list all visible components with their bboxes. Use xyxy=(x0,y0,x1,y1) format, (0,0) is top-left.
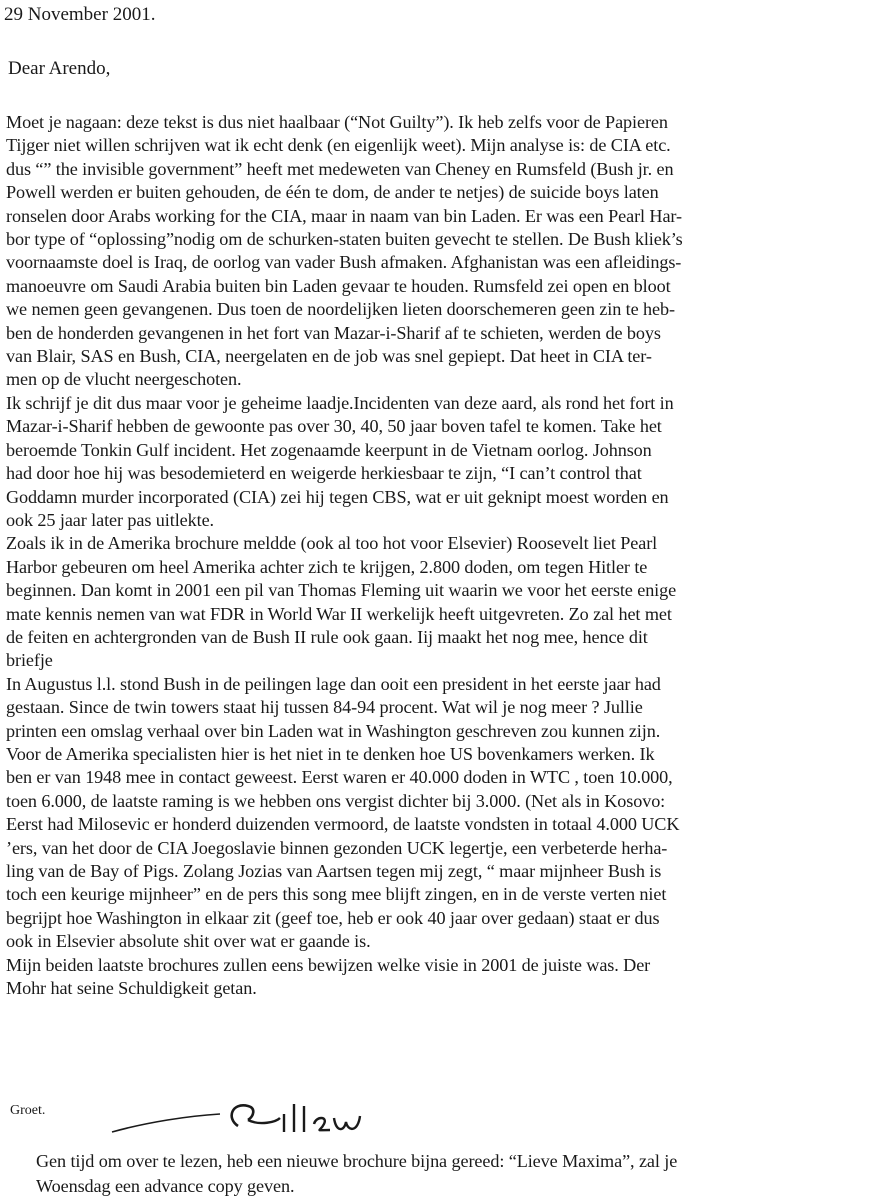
body-line: ronselen door Arabs working for the CIA, maar in naam van bin Laden. Er was een Pearl Har- xyxy=(6,205,682,226)
body-line: beroemde Tonkin Gulf incident. Het zogenaamde keerpunt in de Vietnam oorlog. Johnson xyxy=(6,439,652,460)
body-line: ook in Elsevier absolute shit over wat er gaande is. xyxy=(6,931,371,952)
handwritten-signature-icon xyxy=(108,1092,448,1156)
body-line: had door hoe hij was besodemieterd en weigerde herkiesbaar te zijn, “I can’t control that xyxy=(6,463,642,484)
letter-postscript xyxy=(36,1149,886,1199)
letter-body xyxy=(6,111,886,1000)
body-line: In Augustus l.l. stond Bush in de peilingen lage dan ooit een president in het eerste jaar had xyxy=(6,673,661,694)
body-line: Zoals ik in de Amerika brochure meldde (ook al too hot voor Elsevier) Roosevelt liet Pearl xyxy=(6,533,658,554)
body-line: Goddamn murder incorporated (CIA) zei hij tegen CBS, wat er uit geknipt moest worden en xyxy=(6,486,669,507)
body-line: begrijpt hoe Washington in elkaar zit (geef toe, heb er ook 40 jaar over gedaan) staat er dus xyxy=(6,907,660,928)
postscript-line: Woensdag een advance copy geven. xyxy=(36,1176,295,1196)
body-line: de feiten en achtergronden van de Bush II rule ook gaan. Iij maakt het nog mee, hence dit xyxy=(6,626,648,647)
body-line: Moet je nagaan: deze tekst is dus niet haalbaar (“Not Guilty”). Ik heb zelfs voor de Papieren xyxy=(6,112,668,132)
body-line: we nemen geen gevangenen. Dus toen de noordelijken lieten doorschemeren geen zin te heb- xyxy=(6,299,675,320)
body-line: Eerst had Milosevic er honderd duizenden vermoord, de laatste vondsten in totaal 4.000 UCK xyxy=(6,814,680,835)
body-line: ook 25 jaar later pas uitlekte. xyxy=(6,509,215,530)
body-line: Voor de Amerika specialisten hier is het niet in te denken hoe US bovenkamers werken. Ik xyxy=(6,743,655,764)
body-line: Mohr hat seine Schuldigkeit getan. xyxy=(6,978,257,999)
body-line: ’ers, van het door de CIA Joegoslavie binnen gezonden UCK legertje, een verbeterde herha- xyxy=(6,837,668,858)
body-line: bor type of “oplossing”nodig om de schurken-staten buiten gevecht te stellen. De Bush kliek’s xyxy=(6,229,683,250)
body-line: Tijger niet willen schrijven wat ik echt denk (en eigenlijk weet). Mijn analyse is: de CIA etc. xyxy=(6,135,671,156)
body-line: Ik schrijf je dit dus maar voor je geheime laadje.Incidenten van deze aard, als rond het fort in xyxy=(6,392,674,413)
body-line: Harbor gebeuren om heel Amerika achter zich te krijgen, 2.800 doden, om tegen Hitler te xyxy=(6,556,648,577)
letter-date: 29 November 2001. xyxy=(4,4,156,25)
body-line: voornaamste doel is Iraq, de oorlog van vader Bush afmaken. Afghanistan was een afleidings- xyxy=(6,252,682,273)
body-line: beginnen. Dan komt in 2001 een pil van Thomas Fleming uit waarin we voor het eerste enige xyxy=(6,580,677,601)
body-line: manoeuvre om Saudi Arabia buiten bin Laden gevaar te houden. Rumsfeld zei open en bloot xyxy=(6,275,671,296)
letter-salutation: Dear Arendo, xyxy=(8,58,111,79)
body-line: men op de vlucht neergeschoten. xyxy=(6,369,242,390)
body-line: Mazar-i-Sharif hebben de gewoonte pas over 30, 40, 50 jaar boven tafel te komen. Take het xyxy=(6,416,662,437)
body-line: toch een keurige mijnheer” en de pers this song mee blijft zingen, en in de verste verten niet xyxy=(6,884,667,905)
body-line: printen een omslag verhaal over bin Laden wat in Washington geschreven zou kunnen zijn. xyxy=(6,720,661,741)
body-line: ben de honderden gevangenen in het fort van Mazar-i-Sharif af te schieten, werden de boys xyxy=(6,322,661,343)
body-line: mate kennis nemen van wat FDR in World War II werkelijk heeft uitgevreten. Zo zal het met xyxy=(6,603,672,624)
body-line: gestaan. Since de twin towers staat hij tussen 84-94 procent. Wat wil je nog meer ? Jullie xyxy=(6,697,643,718)
postscript-line: Gen tijd om over te lezen, heb een nieuwe brochure bijna gereed: “Lieve Maxima”, zal je xyxy=(36,1151,678,1171)
body-line: dus “” the invisible government” heeft met medeweten van Cheney en Rumsfeld (Bush jr. en xyxy=(6,158,674,179)
body-line: Mijn beiden laatste brochures zullen eens bewijzen welke visie in 2001 de juiste was. Der xyxy=(6,954,651,975)
body-line: Powell werden er buiten gehouden, de één te dom, de ander te netjes) de suicide boys laten xyxy=(6,182,659,203)
body-line: ben er van 1948 mee in contact geweest. Eerst waren er 40.000 doden in WTC , toen 10.000, xyxy=(6,767,673,788)
body-line: van Blair, SAS en Bush, CIA, neergelaten en de job was snel gepiept. Dat heet in CIA ter- xyxy=(6,346,652,367)
body-line: toen 6.000, de laatste raming is we hebben ons vergist dichter bij 3.000. (Net als in Kosovo: xyxy=(6,790,666,811)
body-line: ling van de Bay of Pigs. Zolang Jozias van Aartsen tegen mij zegt, “ maar mijnheer Bush is xyxy=(6,861,662,881)
letter-closing: Groet. xyxy=(10,1103,46,1118)
body-line: briefje xyxy=(6,650,53,671)
